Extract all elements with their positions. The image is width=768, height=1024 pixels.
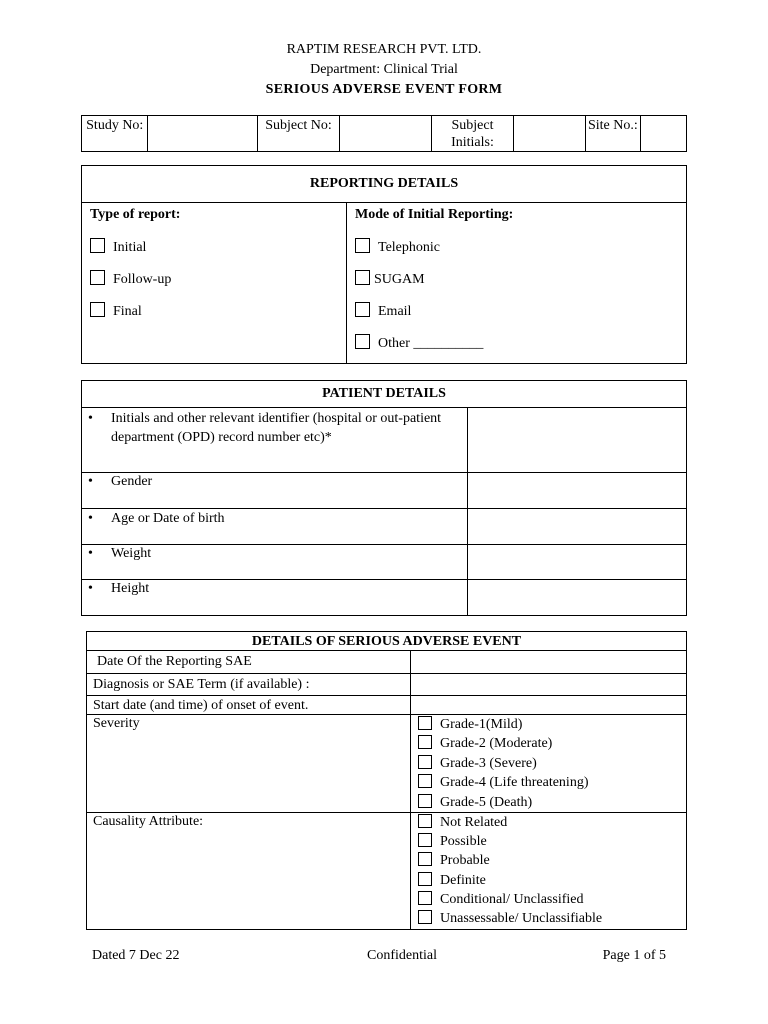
option-final[interactable]: Final: [90, 302, 142, 320]
severity-label: Severity: [87, 715, 411, 813]
severity-grade-5[interactable]: Grade-5 (Death): [418, 793, 686, 812]
final-checkbox[interactable]: [90, 302, 105, 317]
site-no-field[interactable]: [640, 116, 686, 152]
start-date-field[interactable]: [411, 696, 687, 715]
possible-checkbox[interactable]: [418, 833, 432, 847]
causality-probable[interactable]: Probable: [418, 851, 686, 870]
severity-grade-2[interactable]: Grade-2 (Moderate): [418, 734, 686, 753]
weight-field[interactable]: [468, 545, 687, 580]
mode-of-reporting-label: Mode of Initial Reporting:: [355, 207, 514, 222]
subject-initials-field[interactable]: [514, 116, 586, 152]
option-telephonic[interactable]: Telephonic: [355, 238, 440, 256]
probable-checkbox[interactable]: [418, 852, 432, 866]
patient-row-gender: • Gender: [82, 473, 468, 509]
patient-row-weight: • Weight: [82, 545, 468, 580]
age-label: Age or Date of birth: [111, 511, 225, 526]
department: Department: Clinical Trial: [310, 62, 458, 77]
footer-confidential: Confidential: [367, 948, 437, 963]
diagnosis-label: Diagnosis or SAE Term (if available) :: [87, 674, 411, 696]
gender-field[interactable]: [468, 473, 687, 509]
weight-label: Weight: [111, 546, 152, 561]
grade-5-checkbox[interactable]: [418, 794, 432, 808]
option-initial[interactable]: Initial: [90, 238, 146, 256]
causality-options: [411, 813, 687, 930]
patient-row-identifier: • Initials and other relevant identifier (hospital or out-patient department (OPD) record number etc)*: [82, 408, 468, 473]
start-date-label: Start date (and time) of onset of event.: [87, 696, 411, 715]
site-no-label: Site No.:: [586, 116, 641, 152]
not-related-checkbox[interactable]: [418, 814, 432, 828]
subject-no-field[interactable]: [340, 116, 432, 152]
date-reporting-label: Date Of the Reporting SAE: [87, 651, 411, 674]
option-follow-up[interactable]: Follow-up: [90, 270, 171, 288]
grade-3-checkbox[interactable]: [418, 755, 432, 769]
causality-possible[interactable]: Possible: [418, 832, 686, 851]
type-of-report-cell: [82, 203, 347, 364]
conditional-checkbox[interactable]: [418, 891, 432, 905]
study-no-label: Study No:: [82, 116, 148, 152]
grade-4-checkbox[interactable]: [418, 774, 432, 788]
age-field[interactable]: [468, 509, 687, 545]
patient-details-title: PATIENT DETAILS: [82, 381, 687, 408]
severity-grade-1[interactable]: Grade-1(Mild): [418, 715, 686, 734]
sae-details-table: [86, 631, 687, 930]
severity-grade-4[interactable]: Grade-4 (Life threatening): [418, 773, 686, 792]
patient-row-age: • Age or Date of birth: [82, 509, 468, 545]
definite-checkbox[interactable]: [418, 872, 432, 886]
identifier-field[interactable]: [468, 408, 687, 473]
height-field[interactable]: [468, 580, 687, 616]
footer-dated: Dated 7 Dec 22: [92, 948, 180, 963]
grade-2-checkbox[interactable]: [418, 735, 432, 749]
date-reporting-field[interactable]: [411, 651, 687, 674]
grade-1-checkbox[interactable]: [418, 716, 432, 730]
diagnosis-field[interactable]: [411, 674, 687, 696]
id-table: [81, 115, 687, 152]
other-checkbox[interactable]: [355, 334, 370, 349]
gender-label: Gender: [111, 474, 153, 489]
company-name: RAPTIM RESEARCH PVT. LTD.: [286, 42, 482, 57]
subject-no-label: Subject No:: [257, 116, 339, 152]
mode-of-reporting-cell: [347, 203, 687, 364]
option-sugam[interactable]: SUGAM: [355, 270, 425, 288]
email-checkbox[interactable]: [355, 302, 370, 317]
option-other[interactable]: Other __________: [355, 334, 483, 352]
severity-options: [411, 715, 687, 813]
causality-definite[interactable]: Definite: [418, 871, 686, 890]
telephonic-checkbox[interactable]: [355, 238, 370, 253]
causality-label: Causality Attribute:: [87, 813, 411, 930]
initial-checkbox[interactable]: [90, 238, 105, 253]
subject-initials-label: Subject Initials:: [431, 116, 513, 152]
option-email[interactable]: Email: [355, 302, 411, 320]
follow-up-checkbox[interactable]: [90, 270, 105, 285]
study-no-field[interactable]: [148, 116, 257, 152]
footer-page: Page 1 of 5: [602, 948, 666, 963]
causality-not-related[interactable]: Not Related: [418, 813, 686, 832]
form-title: SERIOUS ADVERSE EVENT FORM: [265, 82, 503, 97]
reporting-details-table: [81, 165, 687, 364]
reporting-details-title: REPORTING DETAILS: [82, 166, 687, 203]
sae-details-title: DETAILS OF SERIOUS ADVERSE EVENT: [87, 632, 687, 651]
height-label: Height: [111, 581, 150, 596]
identifier-label: Initials and other relevant identifier (hospital or out-patient department (OPD) record number etc)*: [111, 411, 442, 445]
severity-grade-3[interactable]: Grade-3 (Severe): [418, 754, 686, 773]
type-of-report-label: Type of report:: [90, 207, 181, 222]
causality-conditional[interactable]: Conditional/ Unclassified: [418, 890, 686, 909]
unassessable-checkbox[interactable]: [418, 910, 432, 924]
causality-unassessable[interactable]: Unassessable/ Unclassifiable: [418, 909, 686, 928]
sugam-checkbox[interactable]: [355, 270, 370, 285]
patient-row-height: • Height: [82, 580, 468, 616]
patient-details-table: [81, 380, 687, 616]
